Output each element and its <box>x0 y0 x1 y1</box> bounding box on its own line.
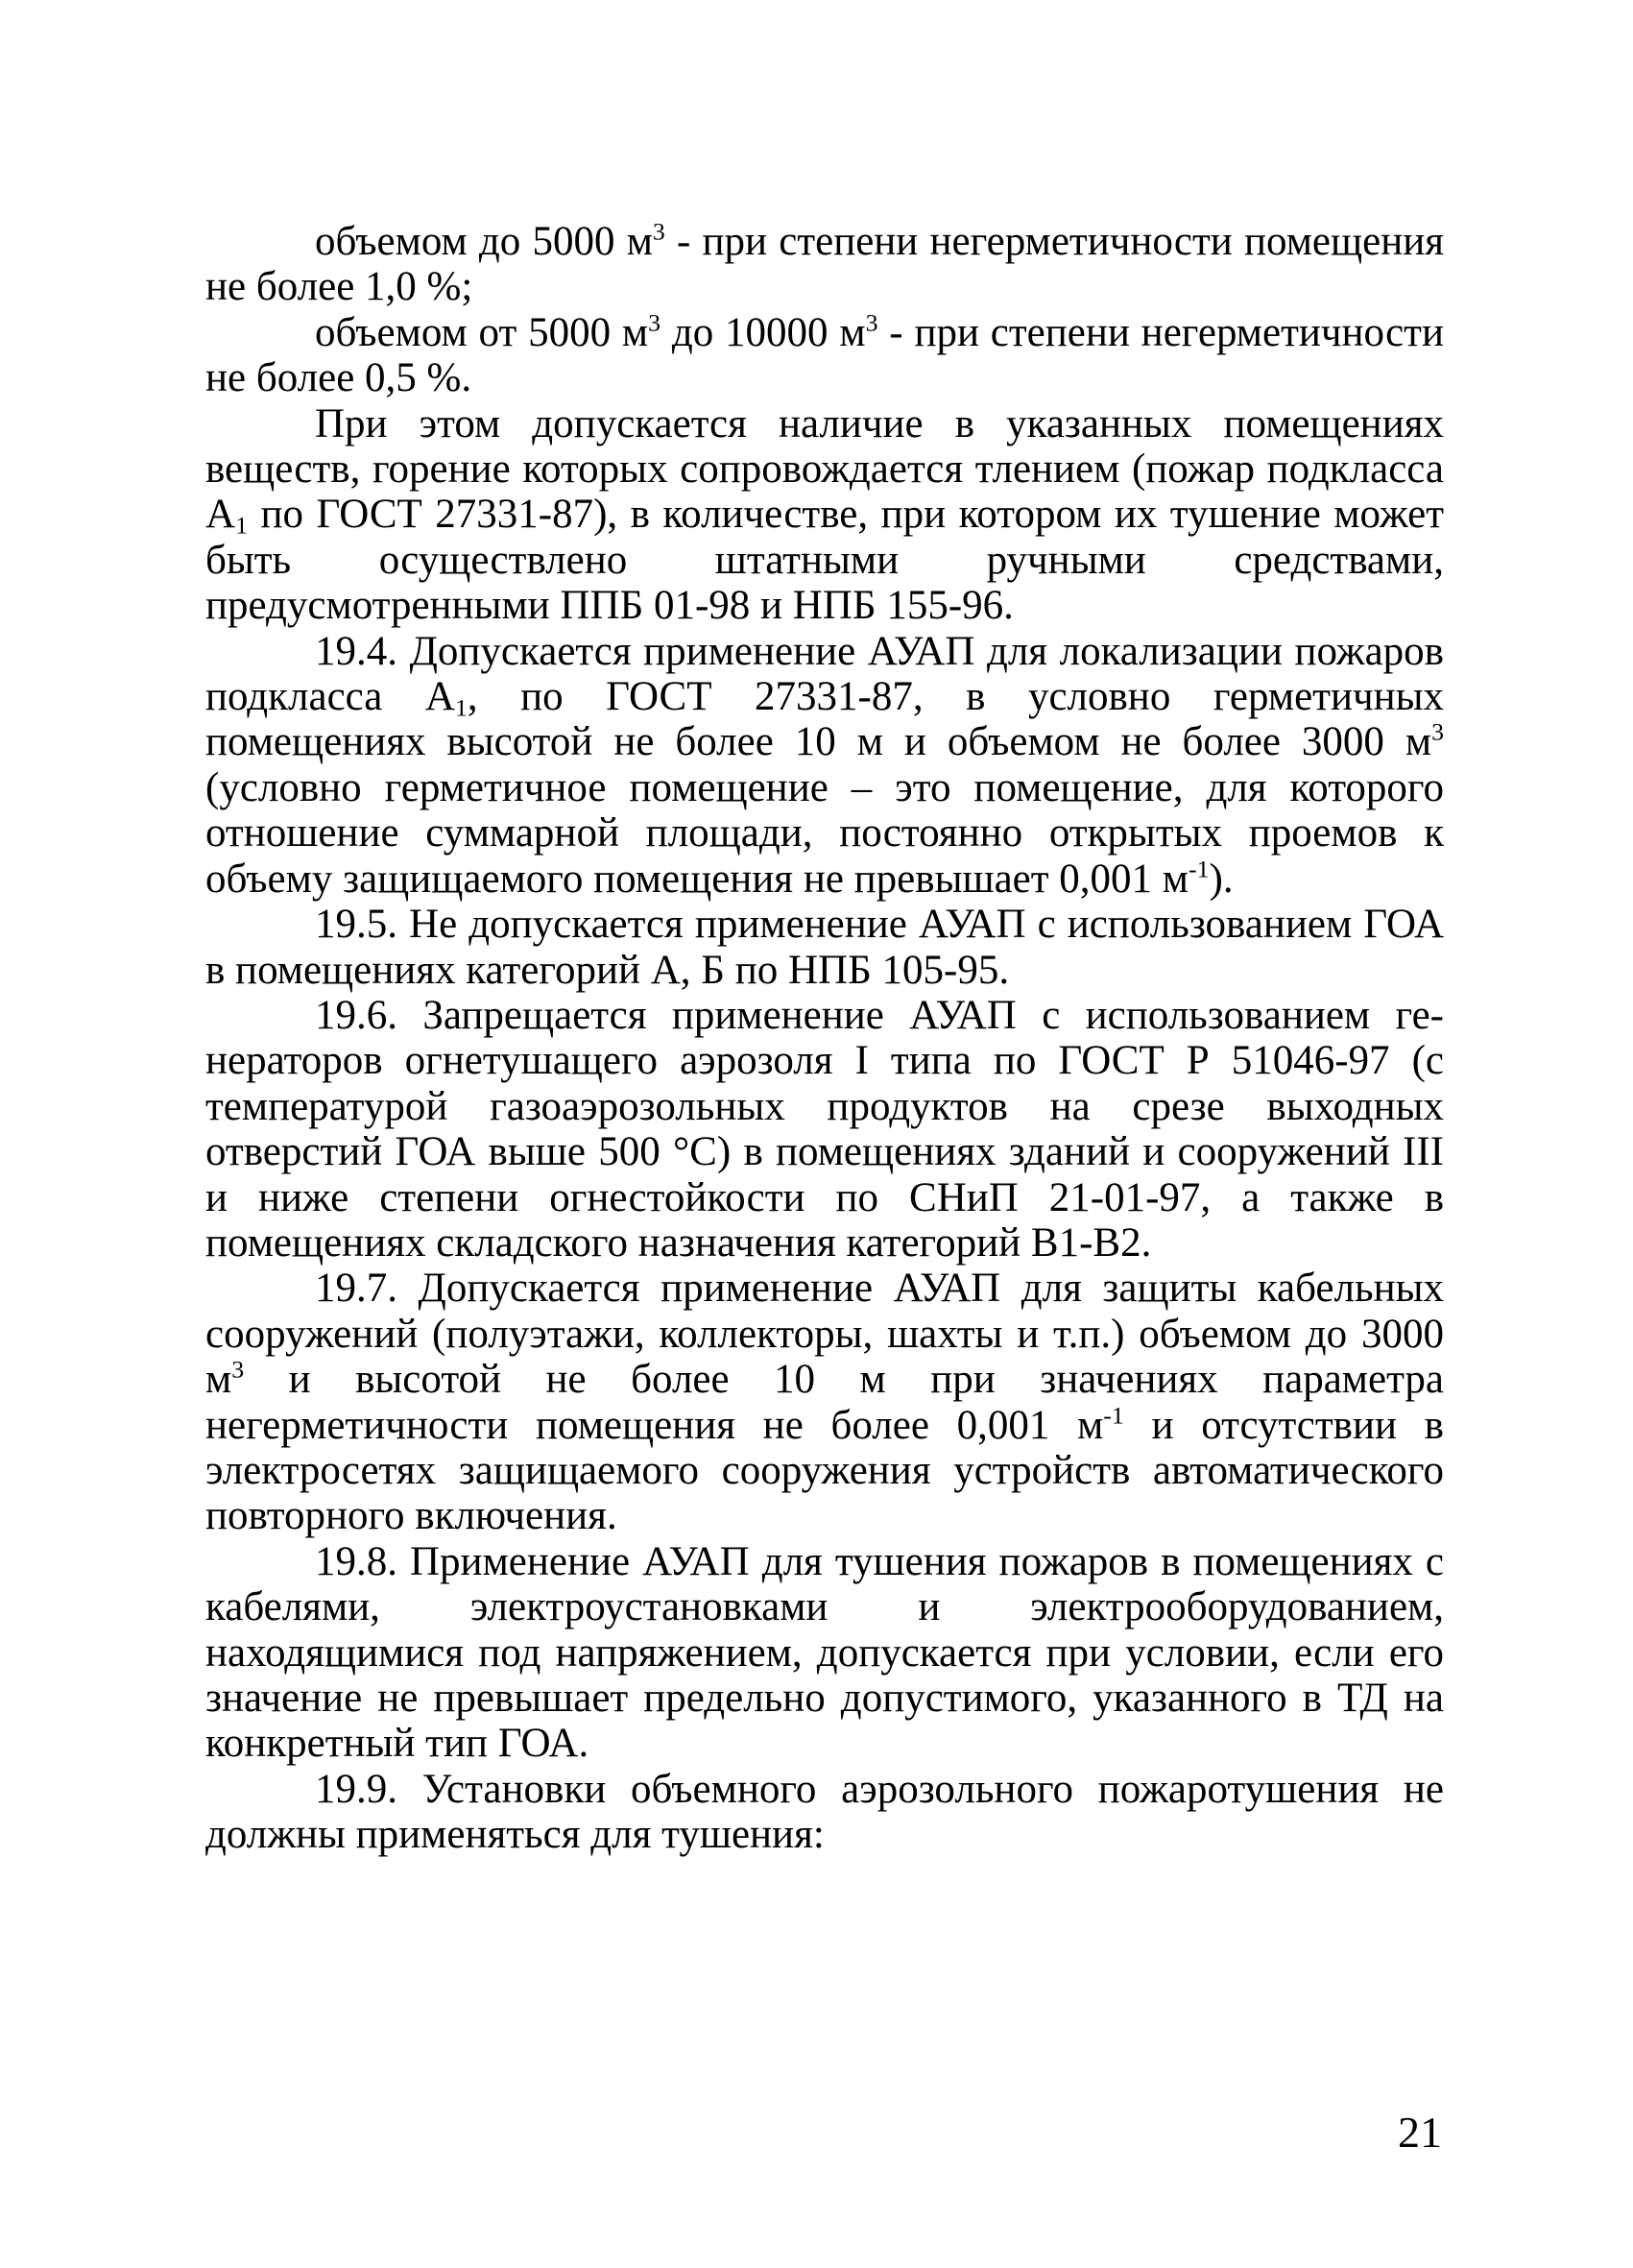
para-19-8: 19.8. Применение АУАП для тушения пожаров в помещениях с кабелями, электроустановками и электрооборудованием, находящимися под напряжением, допускается при условии, если его значение не превышает предельно допустимого, указанного в ТД на конкретный тип ГОА. <box>205 1538 1444 1767</box>
para-smoldering: При этом допускается наличие в указанных помещениях веществ, горение которых сопровождается тлением (пожар подкласса $А_1$ по ГОСТ 27331-87), в количестве, при котором их тушение может быть осуществлено штатными ручными средствами, предусмотренными ППБ 01-98 и НПБ 155-96. <box>205 400 1444 629</box>
para-19-4: 19.4. Допускается применение АУАП для локализации пожаров подкласса $А_1$, по ГОСТ 27331-87, в условно герметичных помещениях высотой не более 10 м и объемом не более 3000 $м^3$ (условно герметичное помещение – это помещение, для которого отношение суммарной площади, постоянно открытых проемов к объему защищаемого помещения не превышает 0,001 $м^{-1}$). <box>205 628 1444 902</box>
para-volume-10000: объемом от 5000 $м^3$ до 10000 $м^3$ - при степени негерметичности не более 0,5 %. <box>205 308 1444 401</box>
para-19-6: 19.6. Запрещается применение АУАП с использованием генераторов огнетушащего аэрозоля I типа по ГОСТ Р 51046-97 (с температурой газоаэрозольных продуктов на срезе выходных отверстий ГОА выше 500 °С) в помещениях зданий и сооружений III и ниже степени огнестойкости по СНиП 21-01-97, а также в помещениях складского назначения категорий В1-В2. <box>205 992 1444 1266</box>
page-number: 21 <box>1398 2108 1442 2157</box>
para-volume-5000: объемом до 5000 $м^3$ - при степени негерметичности помещения не более 1,0 %; <box>205 217 1444 310</box>
document-page <box>205 219 1444 1858</box>
para-19-7: 19.7. Допускается применение АУАП для защиты кабельных сооружений (полуэтажи, коллекторы, шахты и т.п.) объемом до 3000 $м^3$ и высотой не более 10 м при значениях параметра негерметичности помещения не более 0,001 $м^{-1}$ и отсутствии в электросетях защищаемого сооружения устройств автоматического повторного включения. <box>205 1266 1444 1539</box>
para-19-9: 19.9. Установки объемного аэрозольного пожаротушения не должны применяться для тушения: <box>205 1766 1444 1858</box>
para-19-5: 19.5. Не допускается применение АУАП с использованием ГОА в помещениях категорий А, Б по НПБ 105-95. <box>205 902 1444 993</box>
